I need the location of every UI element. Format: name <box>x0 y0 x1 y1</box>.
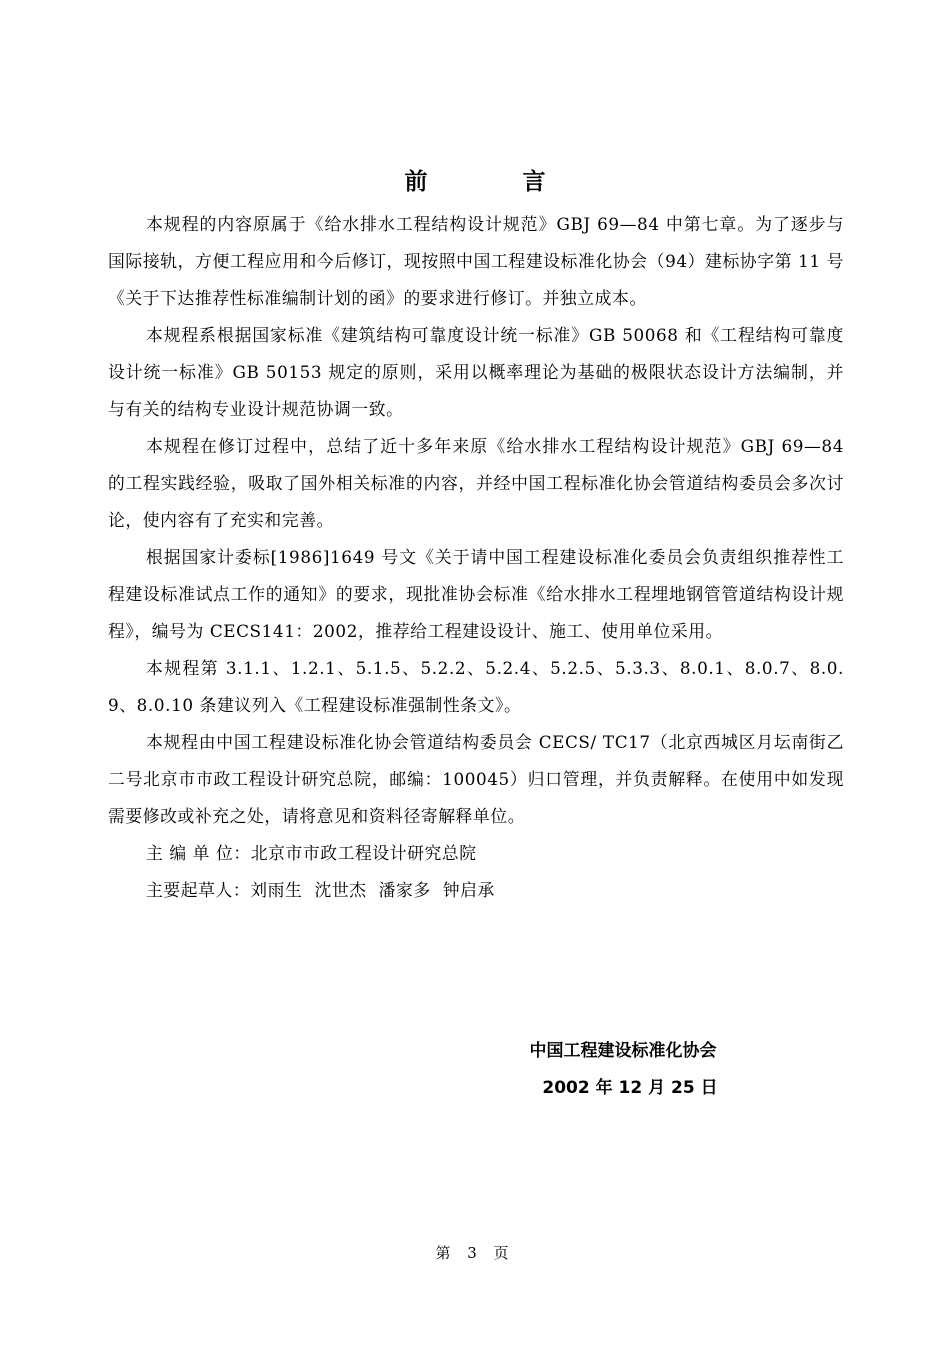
page-title: 前 言 <box>404 169 582 195</box>
page-number: 第 3 页 <box>435 1244 515 1262</box>
chief-editor-value: 北京市市政工程设计研究总院 <box>250 843 477 863</box>
chief-editor-line <box>108 835 844 872</box>
paragraph-approval: 根据国家计委标[1986]1649 号文《关于请中国工程建设标准化委员会负责组织推荐性工程建设标准试点工作的通知》的要求，现批准协会标准《给水排水工程埋地钢管管道结构设计规程》，编号为 CECS141：2002，推荐给工程建设设计、施工、使用单位采用。 <box>108 547 844 641</box>
drafter-name: 钟启承 <box>442 880 495 900</box>
chief-editor-label: 主 编 单 位： <box>146 843 251 863</box>
signature-date: 2002 年 12 月 25 日 <box>542 1078 718 1098</box>
signature-organization: 中国工程建设标准化协会 <box>529 1041 717 1061</box>
drafter-name: 潘家多 <box>378 880 431 900</box>
drafters-line <box>108 872 844 909</box>
drafters-names <box>250 880 507 900</box>
drafters-label: 主要起草人： <box>146 880 251 900</box>
paragraph-origin: 本规程的内容原属于《给水排水工程结构设计规范》GBJ 69—84 中第七章。为了逐步与国际接轨，方便工程应用和今后修订，现按照中国工程建设标准化协会（94）建标协字第 11 号《关于下达推荐性标准编制计划的函》的要求进行修订。并独立成本。 <box>108 214 844 308</box>
paragraph-mandatory-clauses: 本规程第 3.1.1、1.2.1、5.1.5、5.2.2、5.2.4、5.2.5、5.3.3、8.0.1、8.0.7、8.0.9、8.0.10 条建议列入《工程建设标准强制性条文》。 <box>108 658 844 715</box>
paragraph-basis: 本规程系根据国家标准《建筑结构可靠度设计统一标准》GB 50068 和《工程结构可靠度设计统一标准》GB 50153 规定的原则，采用以概率理论为基础的极限状态设计方法编制，并与有关的结构专业设计规范协调一致。 <box>108 325 844 419</box>
preface-body <box>108 206 844 909</box>
paragraph-revision: 本规程在修订过程中，总结了近十多年来原《给水排水工程结构设计规范》GBJ 69—84 的工程实践经验，吸取了国外相关标准的内容，并经中国工程标准化协会管道结构委员会多次讨论，使内容有了充实和完善。 <box>108 436 844 530</box>
drafter-name: 沈世杰 <box>314 880 367 900</box>
drafter-name: 刘雨生 <box>250 880 303 900</box>
paragraph-management: 本规程由中国工程建设标准化协会管道结构委员会 CECS/ TC17（北京西城区月坛南街乙二号北京市市政工程设计研究总院，邮编：100045）归口管理，并负责解释。在使用中如发现需要修改或补充之处，请将意见和资料径寄解释单位。 <box>108 732 844 826</box>
